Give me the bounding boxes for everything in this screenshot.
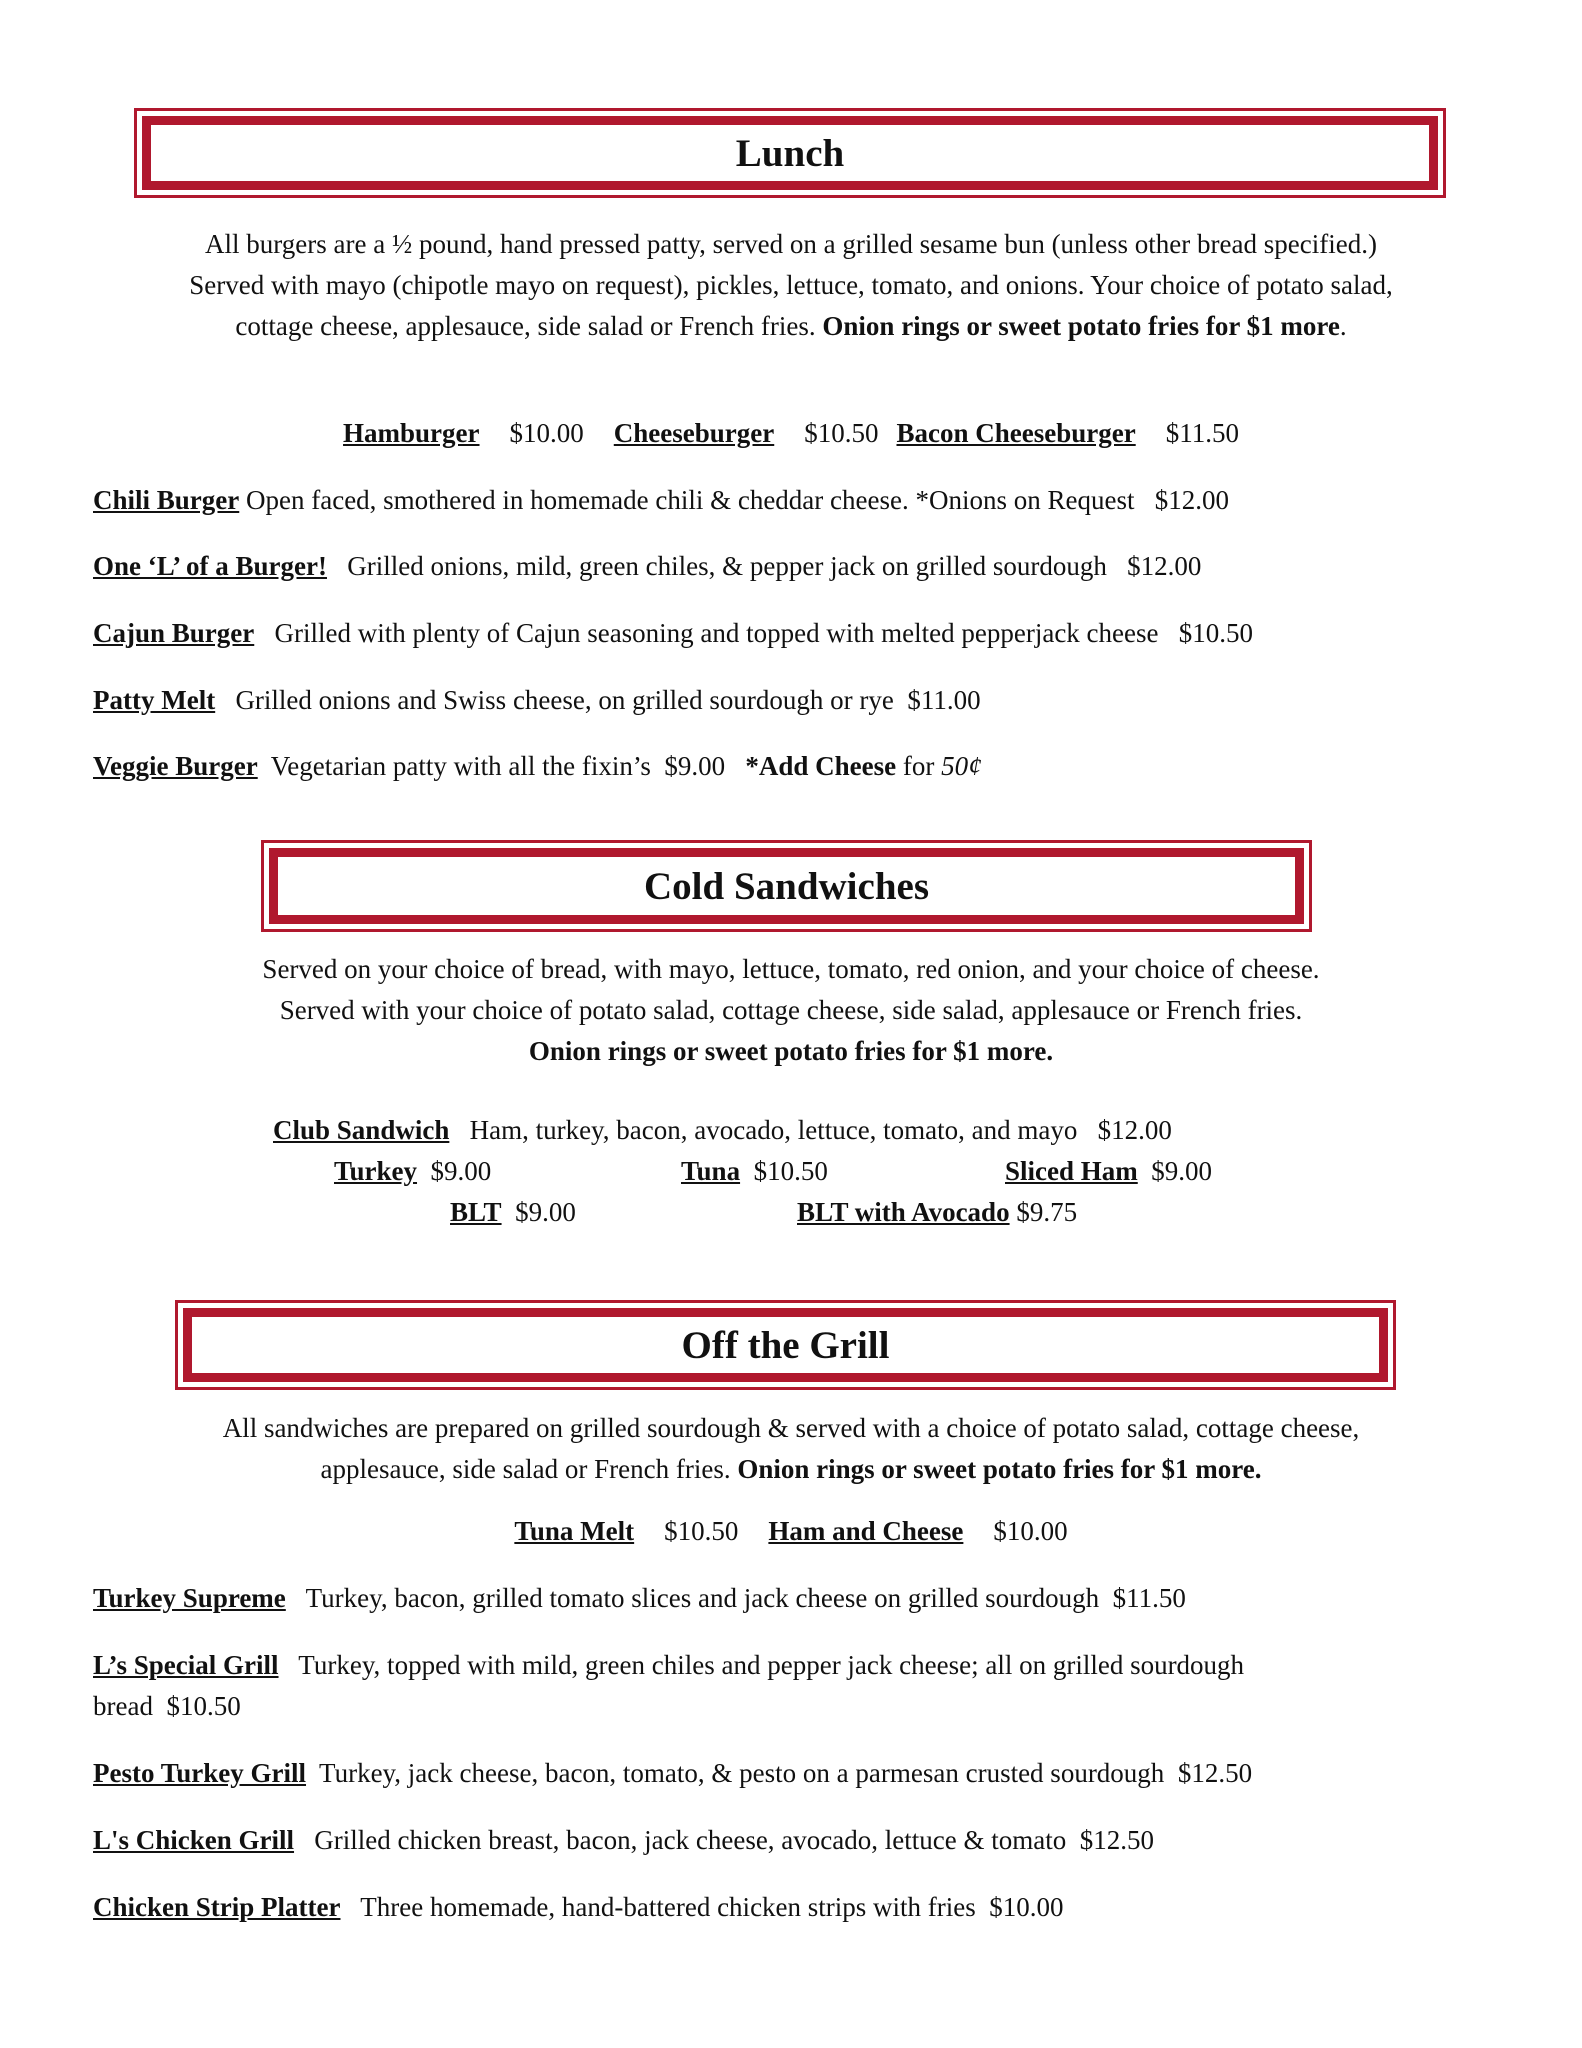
item-name: Turkey Supreme: [93, 1583, 286, 1613]
menu-item-chicken-strip-platter: [93, 1887, 1064, 1928]
item-name: Cajun Burger: [93, 618, 255, 648]
lunch-intro-end: .: [1339, 311, 1347, 341]
price-cheeseburger: $10.50: [804, 418, 879, 448]
item-price: $9.00: [515, 1197, 576, 1227]
item-price: $9.75: [1016, 1197, 1078, 1227]
item-price: $9.00: [1151, 1156, 1212, 1186]
item-desc-cont: bread: [93, 1691, 153, 1721]
cold-intro-upsell: Onion rings or sweet potato fries for $1 more.: [528, 1036, 1054, 1066]
grill-basic-items: [40, 1511, 1542, 1552]
grill-intro-line-2-text: applesauce, side salad or French fries.: [320, 1454, 738, 1484]
item-desc: Turkey, topped with mild, green chiles and pepper jack cheese; all on grilled sourdough: [298, 1650, 1245, 1680]
price-ham-and-cheese: $10.00: [993, 1516, 1068, 1546]
lunch-intro-line-3: [40, 306, 1542, 347]
cold-intro-line-2: Served with your choice of potato salad, cottage cheese, side salad, applesauce or French fries.: [279, 995, 1303, 1025]
item-desc: Open faced, smothered in homemade chili & cheddar cheese. *Onions on Request: [239, 485, 1135, 515]
cold-sandwiches-title: Cold Sandwiches: [644, 864, 929, 908]
item-desc: Turkey, bacon, grilled tomato slices and jack cheese on grilled sourdough: [305, 1583, 1100, 1613]
add-cheese-price: 50¢: [941, 751, 982, 781]
menu-item-club-sandwich: [273, 1110, 1172, 1151]
item-desc: Grilled chicken breast, bacon, jack cheese, avocado, lettuce & tomato: [314, 1825, 1067, 1855]
menu-item-tuna: [681, 1151, 828, 1192]
item-ham-and-cheese: Ham and Cheese: [768, 1516, 964, 1546]
item-desc: Vegetarian patty with all the fixin’s: [270, 751, 651, 781]
item-price: $11.50: [1112, 1583, 1186, 1613]
lunch-intro-line-1: All burgers are a ½ pound, hand pressed patty, served on a grilled sesame bun (unless other bread specified.): [205, 229, 1377, 259]
grill-intro-line-1: All sandwiches are prepared on grilled sourdough & served with a choice of potato salad, cottage cheese,: [222, 1413, 1360, 1443]
price-bacon-cheeseburger: $11.50: [1165, 418, 1239, 448]
item-hamburger: Hamburger: [343, 418, 480, 448]
item-price: $10.00: [989, 1892, 1064, 1922]
off-the-grill-title: Off the Grill: [681, 1323, 890, 1367]
item-desc: Turkey, jack cheese, bacon, tomato, & pesto on a parmesan crusted sourdough: [319, 1758, 1165, 1788]
grill-intro-line-2: [40, 1449, 1542, 1490]
item-price: $12.00: [1154, 485, 1229, 515]
menu-item-chili-burger: [93, 480, 1229, 521]
item-price: $10.50: [753, 1156, 828, 1186]
item-desc: Three homemade, hand-battered chicken strips with fries: [360, 1892, 976, 1922]
grill-intro-upsell: Onion rings or sweet potato fries for $1 more.: [737, 1454, 1262, 1484]
add-cheese-text: for: [896, 751, 942, 781]
menu-item-cajun-burger: [93, 613, 1253, 654]
item-price: $10.50: [166, 1691, 241, 1721]
item-desc: Ham, turkey, bacon, avocado, lettuce, tomato, and mayo: [469, 1115, 1078, 1145]
cold-sandwiches-header-frame: [261, 840, 1312, 932]
menu-item-ls-chicken-grill: [93, 1820, 1154, 1861]
item-name: One ‘L’ of a Burger!: [93, 551, 327, 581]
price-hamburger: $10.00: [509, 418, 584, 448]
item-price: $12.50: [1177, 1758, 1253, 1788]
item-name: Club Sandwich: [273, 1115, 450, 1145]
off-the-grill-header-frame: [175, 1300, 1396, 1390]
menu-item-turkey: [334, 1151, 491, 1192]
lunch-intro-upsell: Onion rings or sweet potato fries for $1 more: [822, 311, 1340, 341]
item-name: Veggie Burger: [93, 751, 258, 781]
menu-item-one-l-burger: [93, 546, 1201, 587]
grill-intro: [40, 1408, 1542, 1490]
menu-item-veggie-burger: [93, 746, 982, 787]
item-price: $9.00: [664, 751, 726, 781]
item-bacon-cheeseburger: Bacon Cheeseburger: [896, 418, 1136, 448]
item-price: $12.00: [1097, 1115, 1172, 1145]
lunch-title: Lunch: [735, 131, 845, 175]
menu-item-turkey-supreme: [93, 1578, 1186, 1619]
item-price: $11.00: [907, 685, 981, 715]
cold-intro-line-1: Served on your choice of bread, with mayo, lettuce, tomato, red onion, and your choice of cheese.: [262, 954, 1320, 984]
item-name: Patty Melt: [93, 685, 216, 715]
cold-sandwiches-intro: [40, 949, 1542, 1072]
item-name: BLT with Avocado: [797, 1197, 1010, 1227]
item-name: Pesto Turkey Grill: [93, 1758, 307, 1788]
item-name: L's Chicken Grill: [93, 1825, 295, 1855]
add-cheese-label: *Add Cheese: [745, 751, 897, 781]
item-price: $10.50: [1178, 618, 1253, 648]
item-name: Tuna: [681, 1156, 741, 1186]
item-desc: Grilled onions and Swiss cheese, on grilled sourdough or rye: [235, 685, 894, 715]
menu-item-sliced-ham: [1005, 1151, 1212, 1192]
item-name: Turkey: [334, 1156, 418, 1186]
lunch-header-frame: [134, 108, 1446, 198]
item-name: Chili Burger: [93, 485, 240, 515]
price-tuna-melt: $10.50: [664, 1516, 739, 1546]
menu-item-ls-special-grill: [93, 1645, 1244, 1686]
item-price: $12.50: [1079, 1825, 1154, 1855]
item-tuna-melt: Tuna Melt: [514, 1516, 635, 1546]
lunch-intro: [40, 224, 1542, 347]
lunch-intro-line-2: Served with mayo (chipotle mayo on request), pickles, lettuce, tomato, and onions. Your choice of potato salad,: [189, 270, 1393, 300]
item-desc: Grilled onions, mild, green chiles, & pepper jack on grilled sourdough: [347, 551, 1107, 581]
item-name: Sliced Ham: [1005, 1156, 1138, 1186]
item-price: $12.00: [1127, 551, 1202, 581]
menu-item-patty-melt: [93, 680, 981, 721]
menu-item-pesto-turkey-grill: [93, 1753, 1252, 1794]
menu-item-ls-special-grill-cont: [93, 1686, 241, 1727]
item-cheeseburger: Cheeseburger: [613, 418, 775, 448]
item-name: BLT: [450, 1197, 502, 1227]
item-name: L’s Special Grill: [93, 1650, 279, 1680]
lunch-basic-burgers: [40, 413, 1542, 454]
item-price: $9.00: [430, 1156, 492, 1186]
item-name: Chicken Strip Platter: [93, 1892, 341, 1922]
item-desc: Grilled with plenty of Cajun seasoning and topped with melted pepperjack cheese: [274, 618, 1159, 648]
lunch-intro-line-3-text: cottage cheese, applesauce, side salad or French fries.: [235, 311, 823, 341]
menu-item-blt: [450, 1192, 576, 1233]
menu-item-blt-avocado: [797, 1192, 1077, 1233]
